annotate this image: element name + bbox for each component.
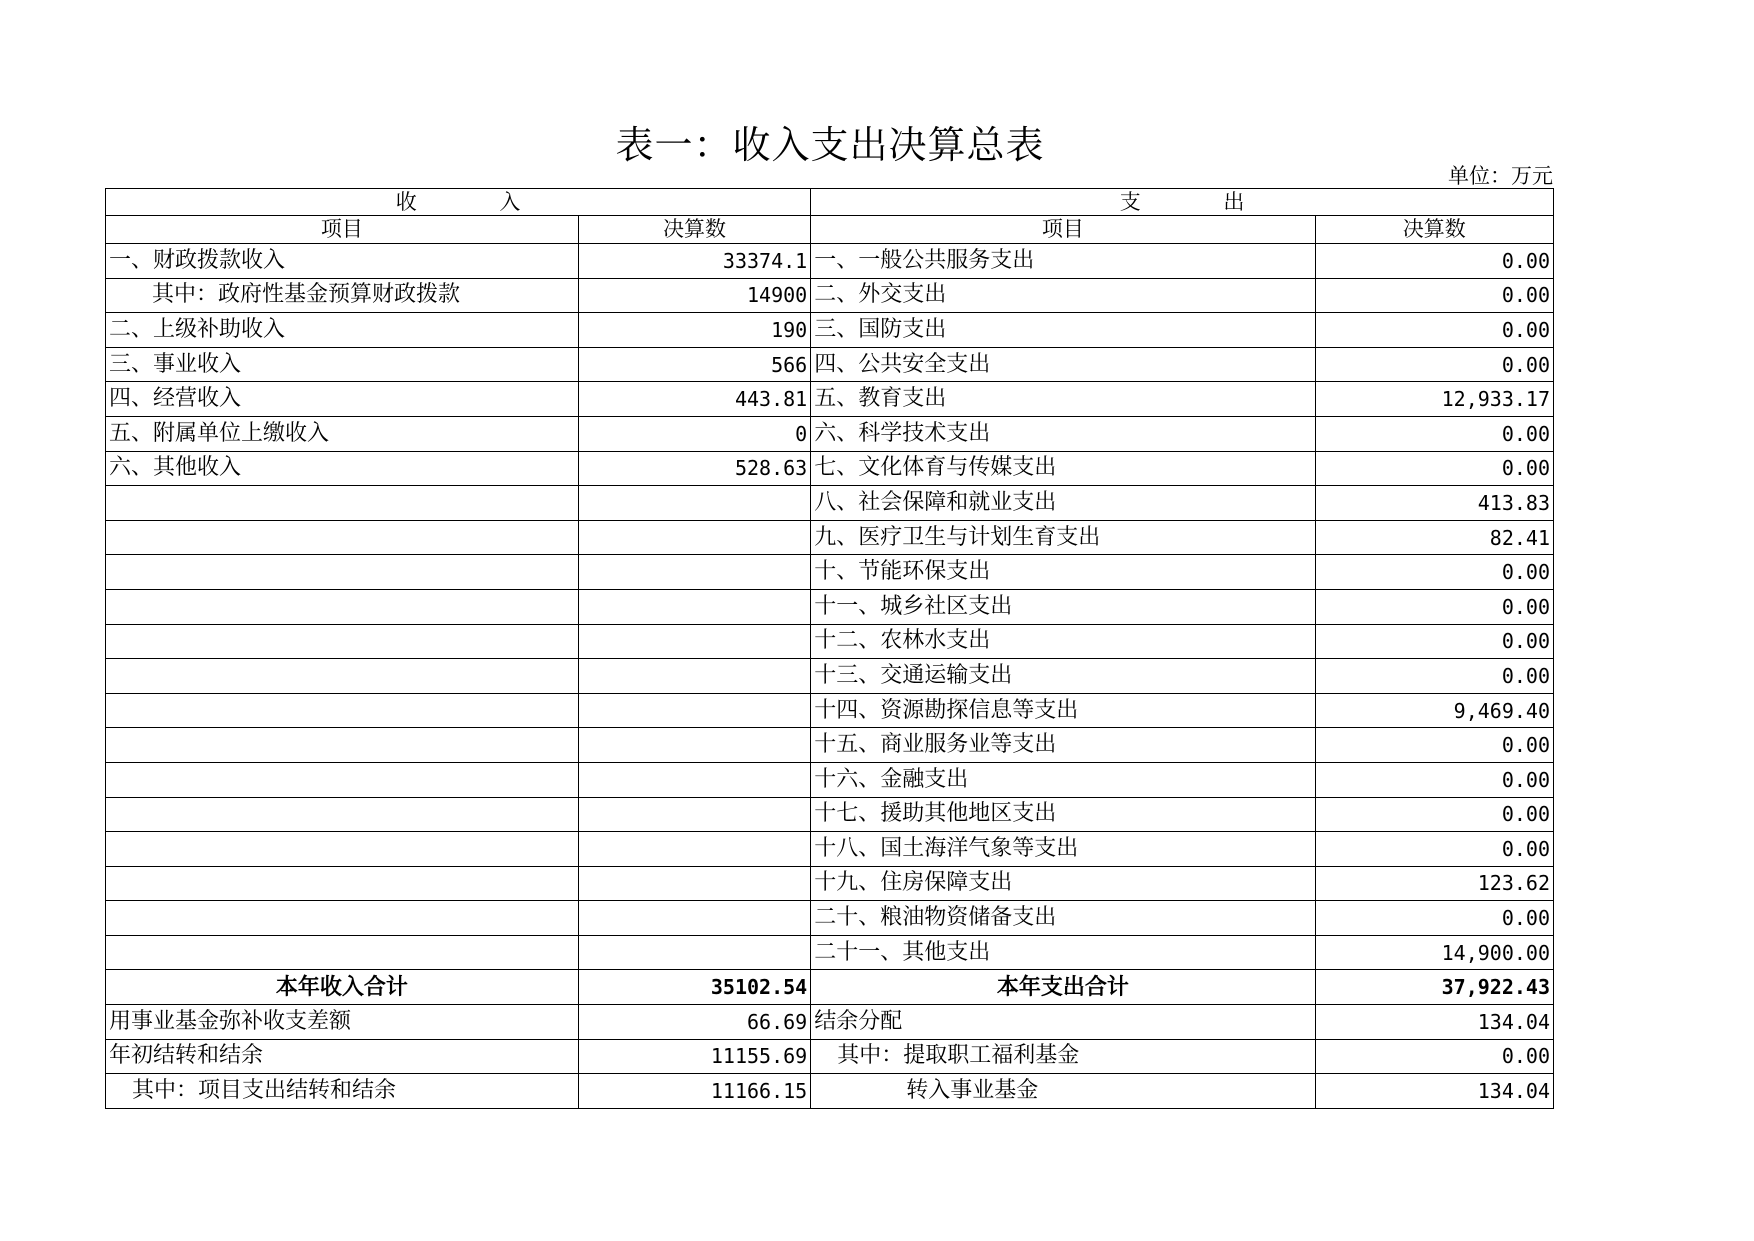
expense-item: 十三、交通运输支出 — [811, 659, 1315, 694]
expense-item: 其中：提取职工福利基金 — [811, 1039, 1315, 1074]
income-amount-header: 决算数 — [578, 216, 810, 244]
expense-amount: 0.00 — [1315, 347, 1553, 382]
expense-amount: 0.00 — [1315, 624, 1553, 659]
expense-item: 四、公共安全支出 — [811, 347, 1315, 382]
expense-amount: 82.41 — [1315, 520, 1553, 555]
income-item — [106, 762, 579, 797]
expense-amount: 0.00 — [1315, 832, 1553, 867]
expense-amount: 134.04 — [1315, 1074, 1553, 1109]
expense-item: 十一、城乡社区支出 — [811, 589, 1315, 624]
income-section-header: 收 入 — [106, 189, 811, 216]
table-row — [106, 659, 1554, 694]
income-amount: 190 — [578, 313, 810, 348]
expense-item: 九、医疗卫生与计划生育支出 — [811, 520, 1315, 555]
income-item: 用事业基金弥补收支差额 — [106, 1005, 579, 1040]
expense-amount: 0.00 — [1315, 555, 1553, 590]
income-item — [106, 589, 579, 624]
income-item: 三、事业收入 — [106, 347, 579, 382]
income-total-label: 本年收入合计 — [106, 970, 579, 1005]
expense-item: 十、节能环保支出 — [811, 555, 1315, 590]
income-item: 年初结转和结余 — [106, 1039, 579, 1074]
income-amount — [578, 797, 810, 832]
expense-amount-header: 决算数 — [1315, 216, 1553, 244]
table-row — [106, 832, 1554, 867]
income-item: 其中：项目支出结转和结余 — [106, 1074, 579, 1109]
income-amount — [578, 728, 810, 763]
table-row — [106, 382, 1554, 417]
expense-total-amount: 37,922.43 — [1315, 970, 1553, 1005]
income-amount — [578, 659, 810, 694]
expense-amount: 0.00 — [1315, 797, 1553, 832]
income-item — [106, 555, 579, 590]
expense-amount: 0.00 — [1315, 659, 1553, 694]
income-item: 其中：政府性基金预算财政拨款 — [106, 278, 579, 313]
income-item — [106, 901, 579, 936]
income-amount: 566 — [578, 347, 810, 382]
expense-amount: 0.00 — [1315, 589, 1553, 624]
expense-amount: 0.00 — [1315, 416, 1553, 451]
income-amount — [578, 866, 810, 901]
budget-table — [105, 188, 1554, 1109]
income-amount — [578, 624, 810, 659]
income-item — [106, 693, 579, 728]
table-row — [106, 797, 1554, 832]
income-total-amount: 35102.54 — [578, 970, 810, 1005]
expense-amount: 0.00 — [1315, 1039, 1553, 1074]
income-amount — [578, 901, 810, 936]
expense-item-header: 项目 — [811, 216, 1315, 244]
table-row — [106, 244, 1554, 279]
expense-item: 十七、援助其他地区支出 — [811, 797, 1315, 832]
expense-item: 转入事业基金 — [811, 1074, 1315, 1109]
expense-item: 十六、金融支出 — [811, 762, 1315, 797]
income-amount: 11166.15 — [578, 1074, 810, 1109]
totals-row — [106, 970, 1554, 1005]
expense-item: 一、一般公共服务支出 — [811, 244, 1315, 279]
table-row — [106, 1039, 1554, 1074]
table-row — [106, 416, 1554, 451]
expense-item: 十九、住房保障支出 — [811, 866, 1315, 901]
unit-label: 单位：万元 — [1448, 164, 1553, 188]
column-header-row — [106, 216, 1554, 244]
income-item — [106, 866, 579, 901]
income-item: 六、其他收入 — [106, 451, 579, 486]
table-row — [106, 278, 1554, 313]
table-row — [106, 589, 1554, 624]
table-row — [106, 486, 1554, 521]
income-item-header: 项目 — [106, 216, 579, 244]
expense-amount: 413.83 — [1315, 486, 1553, 521]
income-amount — [578, 520, 810, 555]
income-amount: 66.69 — [578, 1005, 810, 1040]
table-row — [106, 901, 1554, 936]
income-amount — [578, 935, 810, 970]
income-amount: 11155.69 — [578, 1039, 810, 1074]
table-row — [106, 866, 1554, 901]
income-amount — [578, 762, 810, 797]
income-amount — [578, 589, 810, 624]
expense-total-label: 本年支出合计 — [811, 970, 1315, 1005]
table-row — [106, 624, 1554, 659]
expense-amount: 0.00 — [1315, 728, 1553, 763]
income-amount: 443.81 — [578, 382, 810, 417]
table-row — [106, 1074, 1554, 1109]
expense-item: 五、教育支出 — [811, 382, 1315, 417]
income-amount: 33374.1 — [578, 244, 810, 279]
income-item — [106, 624, 579, 659]
expense-section-header: 支 出 — [811, 189, 1554, 216]
income-item: 一、财政拨款收入 — [106, 244, 579, 279]
income-item: 五、附属单位上缴收入 — [106, 416, 579, 451]
income-item: 二、上级补助收入 — [106, 313, 579, 348]
expense-amount: 0.00 — [1315, 762, 1553, 797]
expense-item: 十二、农林水支出 — [811, 624, 1315, 659]
table-row — [106, 693, 1554, 728]
expense-amount: 12,933.17 — [1315, 382, 1553, 417]
income-amount — [578, 555, 810, 590]
expense-item: 七、文化体育与传媒支出 — [811, 451, 1315, 486]
expense-item: 十八、国土海洋气象等支出 — [811, 832, 1315, 867]
table-row — [106, 935, 1554, 970]
expense-item: 十五、商业服务业等支出 — [811, 728, 1315, 763]
table-row — [106, 555, 1554, 590]
expense-amount: 0.00 — [1315, 278, 1553, 313]
income-amount: 14900 — [578, 278, 810, 313]
expense-amount: 123.62 — [1315, 866, 1553, 901]
table-row — [106, 520, 1554, 555]
section-header-row — [106, 189, 1554, 216]
expense-item: 三、国防支出 — [811, 313, 1315, 348]
expense-amount: 14,900.00 — [1315, 935, 1553, 970]
page-title: 表一：收入支出决算总表 — [615, 123, 1045, 167]
expense-amount: 0.00 — [1315, 244, 1553, 279]
expense-item: 结余分配 — [811, 1005, 1315, 1040]
expense-item: 十四、资源勘探信息等支出 — [811, 693, 1315, 728]
table-row — [106, 347, 1554, 382]
income-item — [106, 728, 579, 763]
income-amount — [578, 832, 810, 867]
income-item — [106, 935, 579, 970]
expense-item: 二、外交支出 — [811, 278, 1315, 313]
table-row — [106, 1005, 1554, 1040]
expense-item: 二十、粮油物资储备支出 — [811, 901, 1315, 936]
expense-amount: 0.00 — [1315, 313, 1553, 348]
income-item — [106, 520, 579, 555]
expense-amount: 0.00 — [1315, 451, 1553, 486]
income-item: 四、经营收入 — [106, 382, 579, 417]
income-amount: 0 — [578, 416, 810, 451]
expense-item: 二十一、其他支出 — [811, 935, 1315, 970]
table-row — [106, 451, 1554, 486]
expense-item: 六、科学技术支出 — [811, 416, 1315, 451]
income-item — [106, 797, 579, 832]
table-row — [106, 728, 1554, 763]
income-amount — [578, 486, 810, 521]
expense-amount: 9,469.40 — [1315, 693, 1553, 728]
income-amount — [578, 693, 810, 728]
expense-amount: 0.00 — [1315, 901, 1553, 936]
expense-amount: 134.04 — [1315, 1005, 1553, 1040]
income-item — [106, 486, 579, 521]
income-item — [106, 832, 579, 867]
income-amount: 528.63 — [578, 451, 810, 486]
table-row — [106, 313, 1554, 348]
table-row — [106, 762, 1554, 797]
income-item — [106, 659, 579, 694]
expense-item: 八、社会保障和就业支出 — [811, 486, 1315, 521]
